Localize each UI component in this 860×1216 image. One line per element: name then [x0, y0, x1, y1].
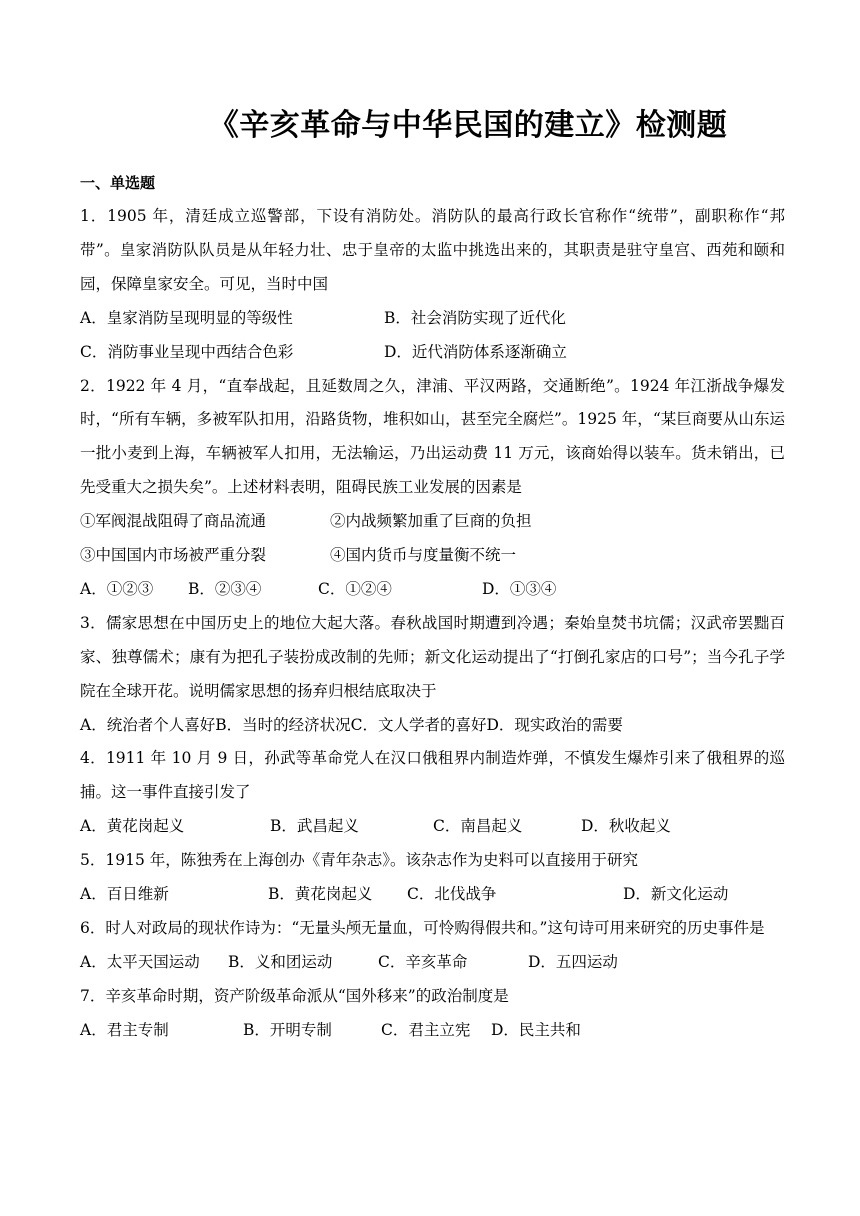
- question-2-statement-4: ④国内货币与度量衡不统一: [330, 546, 517, 565]
- question-1-option-d: D．近代消防体系逐渐确立: [384, 342, 567, 361]
- question-1-options-row-1: [80, 302, 785, 336]
- question-2-stem: 2．1922 年 4 月，“直奉战起，且延数周之久，津浦、平汉两路，交通断绝”。1924 年江浙战争爆发时，“所有车辆，多被军队扣用，沿路货物，堆积如山，甚至完全腐烂”。1925 年，“某巨商要从山东运一批小麦到上海，车辆被军人扣用，无法输运，乃出运动费 11 万元，该商始得以装车。货未销出，已先受重大之损失矣”。上述材料表明，阻碍民族工业发展的因素是: [80, 376, 785, 497]
- question-2-options: [80, 573, 785, 607]
- question-1-option-c: C．消防事业呈现中西结合色彩: [80, 342, 294, 361]
- question-2-option-c: C．①②④: [318, 579, 392, 598]
- question-5-stem: 5．1915 年，陈独秀在上海创办《青年杂志》。该杂志作为史料可以直接用于研究: [80, 851, 638, 870]
- question-2-statements-row-2: [80, 539, 785, 573]
- question-6-option-b: B．义和团运动: [228, 952, 333, 971]
- question-5-option-c: C．北伐战争: [407, 885, 497, 904]
- question-3-stem: 3．儒家思想在中国历史上的地位大起大落。春秋战国时期遭到冷遇；秦始皇焚书坑儒；汉武帝罢黜百家、独尊儒术；康有为把孔子装扮成改制的先师；新文化运动提出了“打倒孔家店的口号”；当今孔子学院在全球开花。说明儒家思想的扬弃归根结底取决于: [80, 613, 785, 700]
- question-1-stem: 1．1905 年，清廷成立巡警部，下设有消防处。消防队的最高行政长官称作“统带”，副职称作“邦带”。皇家消防队队员是从年轻力壮、忠于皇帝的太监中挑选出来的，其职责是驻守皇宫、西苑和颐和园，保障皇家安全。可见，当时中国: [80, 207, 785, 293]
- question-4-option-c: C．南昌起义: [433, 817, 523, 836]
- question-6-stem: 6．时人对政局的现状作诗为：“无量头颅无量血，可怜购得假共和。”这句诗可用来研究的历史事件是: [80, 919, 765, 937]
- question-7-options: [80, 1014, 785, 1048]
- question-5-options: [80, 878, 785, 912]
- question-7-option-c: C．君主立宪: [381, 1020, 471, 1039]
- question-6-option-c: C．辛亥革命: [378, 952, 468, 971]
- question-5-option-b: B．黄花岗起义: [268, 885, 373, 904]
- question-2-statements-row-1: [80, 505, 785, 539]
- question-4-options: [80, 810, 785, 844]
- question-5-option-a: A．百日维新: [80, 885, 169, 904]
- question-3-options: A．统治者个人喜好B．当时的经济状况C．文人学者的喜好D．现实政治的需要: [80, 715, 623, 734]
- question-1-option-a: A．皇家消防呈现明显的等级性: [80, 308, 293, 327]
- question-2-option-a: A．①②③: [80, 579, 154, 598]
- question-1-options-row-2: [80, 336, 785, 370]
- section-heading: 一、单选题: [80, 174, 156, 192]
- question-2-option-d: D．①③④: [482, 579, 557, 598]
- question-4-option-d: D．秋收起义: [581, 817, 671, 836]
- question-7-option-a: A．君主专制: [80, 1020, 169, 1039]
- question-5-option-d: D．新文化运动: [623, 885, 729, 904]
- question-1-option-b: B．社会消防实现了近代化: [384, 308, 566, 327]
- question-6-options: [80, 946, 785, 980]
- question-4-option-b: B．武昌起义: [270, 817, 359, 836]
- question-7-option-d: D．民主共和: [491, 1020, 581, 1039]
- question-list: [80, 200, 785, 1048]
- question-2-statement-3: ③中国国内市场被严重分裂: [80, 546, 267, 565]
- page-title: 《辛亥革命与中华民国的建立》检测题: [208, 108, 728, 143]
- question-7-option-b: B．开明专制: [243, 1020, 332, 1039]
- question-6-option-d: D．五四运动: [528, 952, 618, 971]
- question-4-option-a: A．黄花岗起义: [80, 817, 185, 836]
- question-7-stem: 7．辛亥革命时期，资产阶级革命派从“国外移来”的政治制度是: [80, 986, 509, 1005]
- question-4-stem: 4．1911 年 10 月 9 日，孙武等革命党人在汉口俄租界内制造炸弹，不慎发生爆炸引来了俄租界的巡捕。这一事件直接引发了: [80, 749, 785, 802]
- question-2-statement-1: ①军阀混战阻碍了商品流通: [80, 512, 267, 531]
- question-6-option-a: A．太平天国运动: [80, 952, 200, 971]
- question-2-statement-2: ②内战频繁加重了巨商的负担: [330, 512, 532, 531]
- question-2-option-b: B．②③④: [188, 579, 262, 598]
